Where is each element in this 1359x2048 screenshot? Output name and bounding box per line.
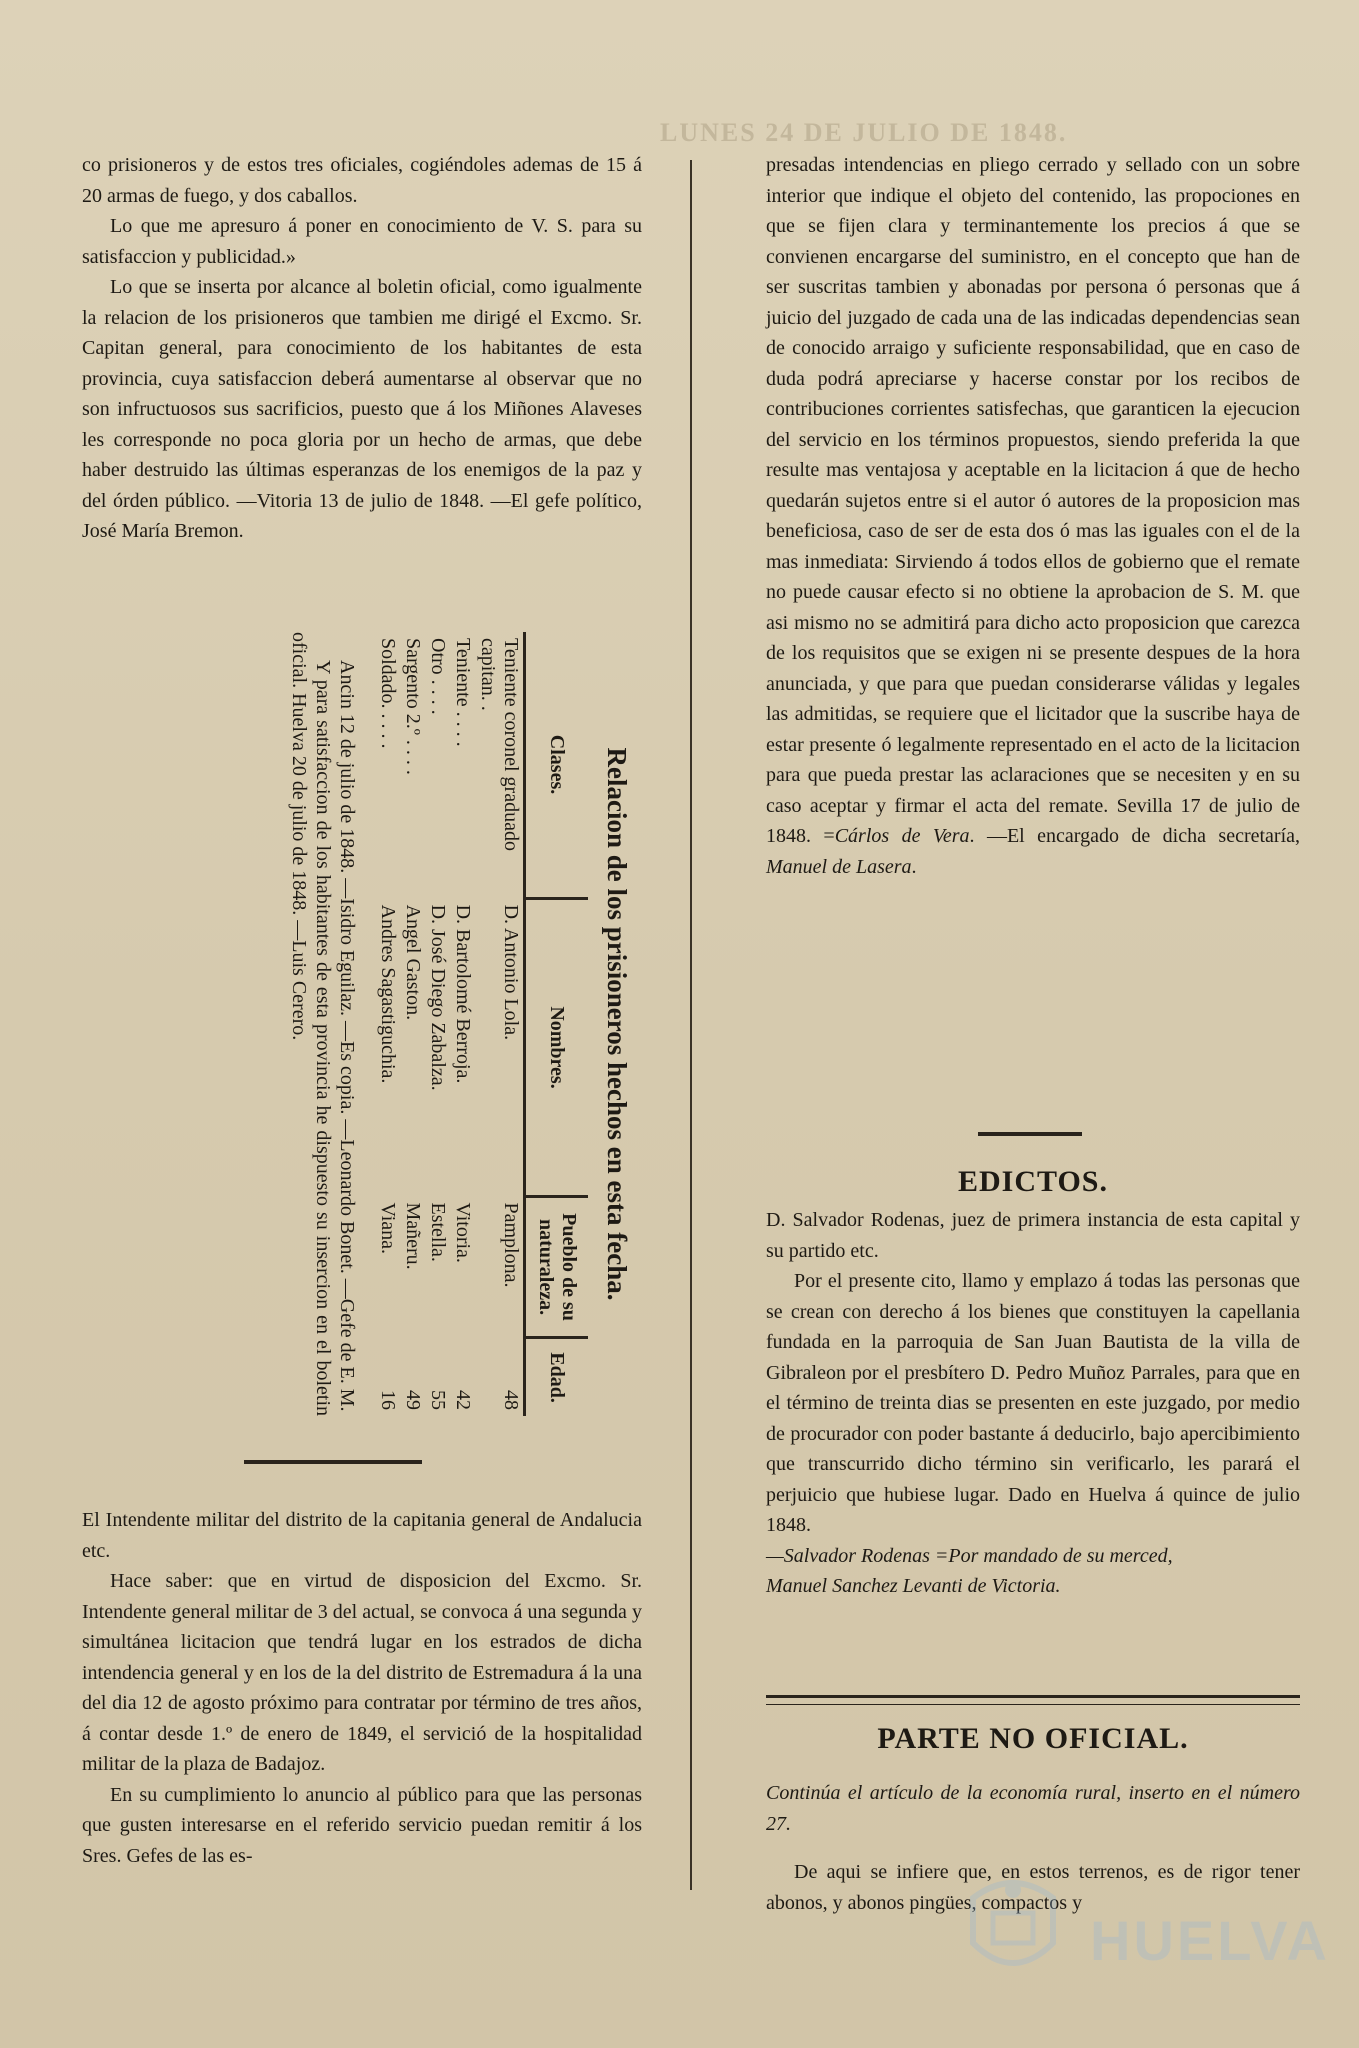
- cell-pueblo: Vitoria.: [452, 1202, 474, 1263]
- right-column: [766, 150, 1300, 882]
- continuation-mid: . —El encargado de dicha secretaría,: [969, 825, 1301, 847]
- left-paragraph-2: Lo que me apresuro á poner en conocimiento de V. S. para su satisfaccion y publicidad.»: [82, 215, 642, 268]
- edicto-body: Por el presente cito, llamo y emplazo á todas las personas que se crean con derecho á los bienes que constituyen la capellania fundada en la parroquia de San Juan Bautista de la villa de Gibraleon por el presbítero D. Pedro Muñoz Parrales, para que en el término de treinta dias se presenten en este juzgado, por medio de procurador con poder bastante á deducirlo, bajo apercibimiento que transcurrido dicho término sin verificarlo, les parará el perjuicio que hubiese lugar. Dado en Huelva á quince de julio 1848.: [766, 1270, 1300, 1536]
- cell-pueblo: Mañeru.: [402, 1202, 424, 1270]
- table-row: [450, 632, 475, 1416]
- table-title: Relacion de los prisioneros hechos en esta fecha.: [602, 747, 632, 1301]
- table-notes: [287, 632, 359, 1416]
- prisoners-table-block: [82, 632, 642, 1416]
- header-clases: Clases.: [525, 632, 589, 899]
- table-row: [475, 632, 525, 1416]
- watermark-text: HUELVA: [1090, 1909, 1330, 1972]
- separator-rule-right: [978, 1132, 1082, 1136]
- table-row: [425, 632, 450, 1416]
- header-pueblo: Pueblo de su naturaleza.: [525, 1196, 589, 1337]
- cell-pueblo: Estella.: [427, 1202, 449, 1262]
- parte-intro: Continúa el artículo de la economía rural, inserto en el número 27.: [766, 1782, 1300, 1835]
- continuation-text: presadas intendencias en pliego cerrado y sellado con un sobre interior que indique el objeto del contenido, las propociones en que se fijen clara y terminantemente los precios á que se convienen encargarse del suministro, en el concepto que han de ser suscritas tambien y abonadas por persona ó personas que á juicio del juzgado de cada una de las indicadas dependencias sean de conocido arraigo y suficiente responsabilidad, que en caso de duda podrá apreciarse y hacerse constar por los recibos de contribuciones corrientes satisfechas, que garanticen la ejecucion del servicio en los términos propuestos, siendo preferida la que resulte mas ventajosa y aceptable en la licitacion á que de hecho quedarán sujetos entre si el autor ó autores de la proposicion mas beneficiosa, caso de ser de esta dos ó mas las iguales con el de la mas inmediata: Sirviendo á todos ellos de gobierno que el remate no puede causar efecto si no obtiene la aprobacion de S. M. que asi mismo no se admitirá para dicho acto proposicion que carezca de los requisitos que se exigen ni se presente despues de la hora anunciada, y que para que puedan considerarse válidas y legales las admitidas, se requiere que el licitador que la suscribe haya de estar presente ó legalmente representado en el acto de la licitacion para que pueda prestar las aclaraciones que se necesiten y en su caso aceptar y firmar el acta del remate. Sevilla 17 de julio de 1848. =: [766, 154, 1300, 847]
- left-paragraph-3: Lo que se inserta por alcance al boletin oficial, como igualmente la relacion de los prisioneros que tambien me dirigé el Excmo. Sr. Capitan general, para conocimiento de los habitantes de esta provincia, cuya satisfaccion deberá aumentarse al observar que no son infructuosos sus sacrificios, puesto que á los Miñones Alaveses les corresponde no poca gloria por un hecho de armas, que debe haber destruido las últimas esperanzas de los enemigos de la paz y del órden público. —Vitoria 13 de julio de 1848. —El gefe político, José María Bremon.: [82, 276, 642, 542]
- cell-edad: 16: [377, 1390, 399, 1410]
- cell-pueblo: Pamplona.: [500, 1202, 522, 1288]
- intendente-notice: [82, 1505, 642, 1871]
- table-note-1: Ancin 12 de julio de 1848. —Isidro Eguilaz. —Es copia. —Leonardo Bonet. —Gefe de E. M.: [336, 660, 358, 1412]
- cell-clase: Teniente . . . .: [452, 638, 474, 747]
- intendente-closing: En su cumplimiento lo anuncio al público para que las personas que gusten interesarse en el referido servicio puedan remitir á los Sres. Gefes de las es-: [82, 1783, 642, 1867]
- table-note-2: Y para satisfaccion de los habitantes de esta provincia he dispuesto su insercion en el boletin oficial. Huelva 20 de julio de 1848. —Luis Cerero.: [288, 632, 334, 1416]
- cell-edad: 49: [402, 1390, 424, 1410]
- intendente-body: Hace saber: que en virtud de disposicion del Excmo. Sr. Intendente general militar de 3 del actual, se convoca á una segunda y simultánea licitacion que tendrá lugar en los estrados de dicha intendencia general y en los de la del distrito de Estremadura á la una del dia 12 de agosto próximo para contratar por término de tres años, á contar desde 1.º de enero de 1849, el servició de la hospitalidad militar de la plaza de Badajoz.: [82, 1570, 642, 1775]
- double-rule: [766, 1695, 1300, 1705]
- edictos-heading: EDICTOS.: [957, 1165, 1108, 1198]
- cell-clase: Otro . . . .: [427, 638, 449, 715]
- left-paragraph-1: co prisioneros y de estos tres oficiales, cogiéndoles ademas de 15 á 20 armas de fuego, y dos caballos.: [82, 154, 642, 207]
- header-nombres: Nombres.: [525, 899, 589, 1197]
- edicto-signature: —Salvador Rodenas =Por mandado de su merced,: [766, 1544, 1173, 1567]
- column-divider: [690, 160, 692, 1890]
- cell-edad: 55: [427, 1390, 449, 1410]
- signature-carlos: Cárlos de Vera: [834, 825, 970, 847]
- prisoners-table-rotated: [82, 632, 642, 1416]
- table-row: [375, 632, 400, 1416]
- cell-nombre: D. José Diego Zabalza.: [427, 904, 449, 1091]
- cell-nombre: D. Bartolomé Berroja.: [452, 904, 474, 1084]
- crest-icon: [958, 1868, 1068, 1988]
- cell-nombre: Angel Gaston.: [402, 904, 424, 1021]
- signature-lasera: Manuel de Lasera: [766, 855, 912, 878]
- left-column: [82, 150, 642, 547]
- licitacion-continuation: [766, 150, 1300, 882]
- cell-nombre: Andres Sagastiguchia.: [377, 904, 399, 1084]
- continuation-end: .: [911, 855, 917, 878]
- intendente-title: El Intendente militar del distrito de la capitania general de Andalucia etc.: [82, 1509, 642, 1562]
- cell-pueblo: Viana.: [377, 1202, 399, 1255]
- cell-clase: Sargento 2.º . . . .: [402, 638, 424, 775]
- cell-clase: Teniente coronel graduado capitan. .: [477, 638, 522, 851]
- edictos-section: [766, 1165, 1300, 1602]
- parte-paragraph: De aqui se infiere que, en estos terrenos, es de rigor tener abonos, y abonos pingües, compactos y: [766, 1861, 1300, 1914]
- cell-edad: 42: [452, 1390, 474, 1410]
- edicto-intro: D. Salvador Rodenas, juez de primera instancia de esta capital y su partido etc.: [766, 1209, 1300, 1262]
- cell-edad: 48: [500, 1390, 522, 1410]
- parte-heading: PARTE NO OFICIAL.: [877, 1722, 1189, 1755]
- cell-nombre: D. Antonio Lola.: [500, 904, 522, 1041]
- huelva-watermark: [958, 1868, 1338, 1988]
- prisoners-table: [375, 632, 588, 1416]
- edicto-signature-2: Manuel Sanchez Levanti de Victoria.: [766, 1575, 1061, 1597]
- cell-clase: Soldado. . . . .: [377, 638, 399, 749]
- table-row: [400, 632, 425, 1416]
- faint-header: LUNES 24 DE JULIO DE 1848.: [660, 118, 1068, 147]
- separator-rule: [244, 1460, 422, 1464]
- header-edad: Edad.: [525, 1338, 589, 1416]
